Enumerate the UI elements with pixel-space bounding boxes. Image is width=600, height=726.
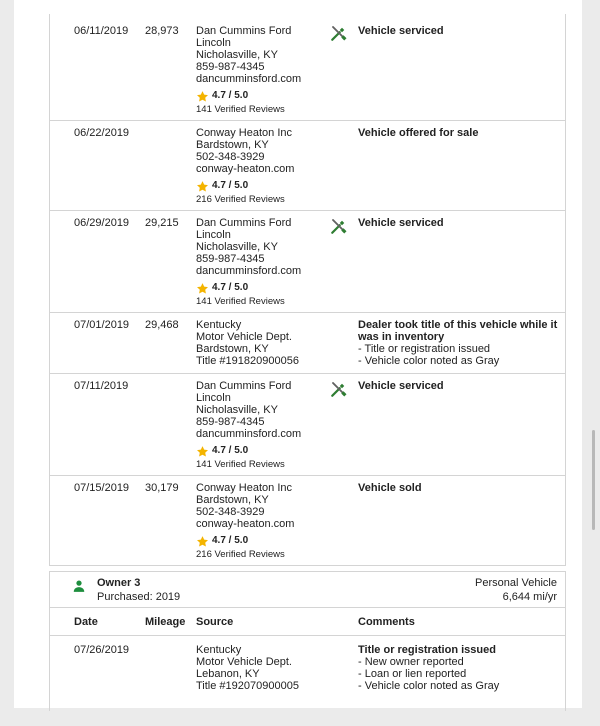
source-line: Lebanon, KY: [196, 668, 260, 680]
comment-title: Vehicle serviced: [358, 380, 444, 392]
row-comments: [358, 380, 558, 392]
table-header: [50, 608, 565, 636]
row-comments: [358, 25, 558, 37]
review-count-link[interactable]: 141 Verified Reviews: [196, 296, 285, 307]
history-row: [50, 476, 565, 566]
dealer-rating[interactable]: [196, 444, 346, 458]
row-source: [196, 644, 346, 692]
source-website-link[interactable]: dancumminsford.com: [196, 73, 302, 85]
source-phone[interactable]: 859-987-4345: [196, 416, 265, 428]
dealer-rating[interactable]: [196, 534, 346, 548]
star-icon: [196, 445, 209, 458]
row-comments: [358, 127, 558, 139]
rating-score: 4.7 / 5.0: [212, 535, 249, 546]
row-source: [196, 25, 346, 116]
report-page: [14, 0, 582, 708]
review-count-link[interactable]: 141 Verified Reviews: [196, 104, 285, 115]
source-line: Bardstown, KY: [196, 139, 269, 151]
owner-purchased: Purchased: 2019: [97, 591, 181, 603]
history-row: [50, 121, 565, 211]
row-comments: [358, 217, 558, 229]
row-date: 07/26/2019: [74, 644, 130, 656]
history-row: [50, 211, 565, 313]
row-source: [196, 482, 346, 561]
vehicle-use-type: Personal Vehicle: [475, 577, 557, 589]
source-line: Motor Vehicle Dept.: [196, 656, 292, 668]
annual-mileage: 6,644 mi/yr: [502, 591, 557, 603]
history-table: [49, 14, 566, 566]
source-line: Motor Vehicle Dept.: [196, 331, 292, 343]
rating-score: 4.7 / 5.0: [212, 90, 249, 101]
wrench-screwdriver-icon: [330, 217, 348, 235]
dealer-rating[interactable]: [196, 89, 346, 103]
rating-score: 4.7 / 5.0: [212, 180, 249, 191]
dealer-rating[interactable]: [196, 281, 346, 295]
source-line: Bardstown, KY: [196, 343, 269, 355]
source-website-link[interactable]: conway-heaton.com: [196, 163, 295, 175]
row-date: 06/29/2019: [74, 217, 130, 229]
comment-title: Dealer took title of this vehicle while it: [358, 319, 558, 331]
comment-detail: - New owner reported: [358, 656, 464, 668]
row-mileage: 28,973: [145, 25, 179, 37]
owner-title: Owner 3: [97, 577, 141, 589]
owner-person-icon: [72, 579, 86, 593]
comment-detail: - Vehicle color noted as Gray: [358, 355, 500, 367]
source-phone[interactable]: 859-987-4345: [196, 253, 265, 265]
comment-title: Vehicle sold: [358, 482, 422, 494]
source-line: Dan Cummins Ford: [196, 25, 292, 37]
source-line: Lincoln: [196, 392, 231, 404]
row-date: 07/15/2019: [74, 482, 130, 494]
star-icon: [196, 90, 209, 103]
comment-detail: - Vehicle color noted as Gray: [358, 680, 500, 692]
source-line: Conway Heaton Inc: [196, 482, 292, 494]
row-source: [196, 217, 346, 308]
source-line: Lincoln: [196, 229, 231, 241]
source-line: Dan Cummins Ford: [196, 380, 292, 392]
rating-score: 4.7 / 5.0: [212, 445, 249, 456]
review-count-link[interactable]: 216 Verified Reviews: [196, 549, 285, 560]
comment-detail: - Loan or lien reported: [358, 668, 467, 680]
row-date: 06/22/2019: [74, 127, 130, 139]
column-header-date: Date: [74, 616, 98, 628]
row-source: [196, 127, 346, 206]
source-website-link[interactable]: dancumminsford.com: [196, 428, 302, 440]
source-website-link[interactable]: conway-heaton.com: [196, 518, 295, 530]
source-line: Nicholasville, KY: [196, 404, 278, 416]
star-icon: [196, 180, 209, 193]
row-date: 06/11/2019: [74, 25, 129, 37]
row-mileage: 29,215: [145, 217, 179, 229]
source-line: Conway Heaton Inc: [196, 127, 292, 139]
wrench-screwdriver-icon: [330, 24, 348, 42]
row-comments: [358, 319, 558, 367]
owner-header[interactable]: [50, 572, 565, 608]
row-date: 07/11/2019: [74, 380, 129, 392]
comment-title: Title or registration issued: [358, 644, 496, 656]
source-line: Kentucky: [196, 644, 242, 656]
column-header-source: Source: [196, 616, 234, 628]
star-icon: [196, 282, 209, 295]
column-header-mileage: Mileage: [145, 616, 186, 628]
title-number: Title #192070900005: [196, 680, 299, 692]
column-header-comments: Comments: [358, 616, 415, 628]
comment-title: Vehicle serviced: [358, 25, 444, 37]
source-line: Nicholasville, KY: [196, 241, 278, 253]
owner-section: [49, 571, 566, 711]
history-row: [50, 14, 565, 121]
history-row: [50, 374, 565, 476]
source-website-link[interactable]: dancumminsford.com: [196, 265, 302, 277]
history-row: [50, 313, 565, 374]
row-comments: [358, 482, 558, 494]
source-line: Bardstown, KY: [196, 494, 269, 506]
rating-score: 4.7 / 5.0: [212, 282, 249, 293]
review-count-link[interactable]: 216 Verified Reviews: [196, 194, 285, 205]
comment-title: was in inventory: [358, 331, 445, 343]
history-row: [50, 636, 565, 712]
row-comments: [358, 644, 558, 692]
review-count-link[interactable]: 141 Verified Reviews: [196, 459, 285, 470]
row-source: [196, 380, 346, 471]
comment-title: Vehicle offered for sale: [358, 127, 479, 139]
source-line: Kentucky: [196, 319, 242, 331]
title-number: Title #191820900056: [196, 355, 299, 367]
scrollbar-thumb[interactable]: [592, 430, 595, 530]
source-phone[interactable]: 502-348-3929: [196, 506, 265, 518]
wrench-screwdriver-icon: [330, 380, 348, 398]
row-mileage: 30,179: [145, 482, 179, 494]
source-phone[interactable]: 859-987-4345: [196, 61, 265, 73]
row-source: [196, 319, 346, 367]
source-phone[interactable]: 502-348-3929: [196, 151, 265, 163]
row-date: 07/01/2019: [74, 319, 130, 331]
comment-title: Vehicle serviced: [358, 217, 444, 229]
source-line: Nicholasville, KY: [196, 49, 278, 61]
source-line: Dan Cummins Ford: [196, 217, 292, 229]
star-icon: [196, 535, 209, 548]
source-line: Lincoln: [196, 37, 231, 49]
comment-detail: - Title or registration issued: [358, 343, 491, 355]
row-mileage: 29,468: [145, 319, 179, 331]
dealer-rating[interactable]: [196, 179, 346, 193]
